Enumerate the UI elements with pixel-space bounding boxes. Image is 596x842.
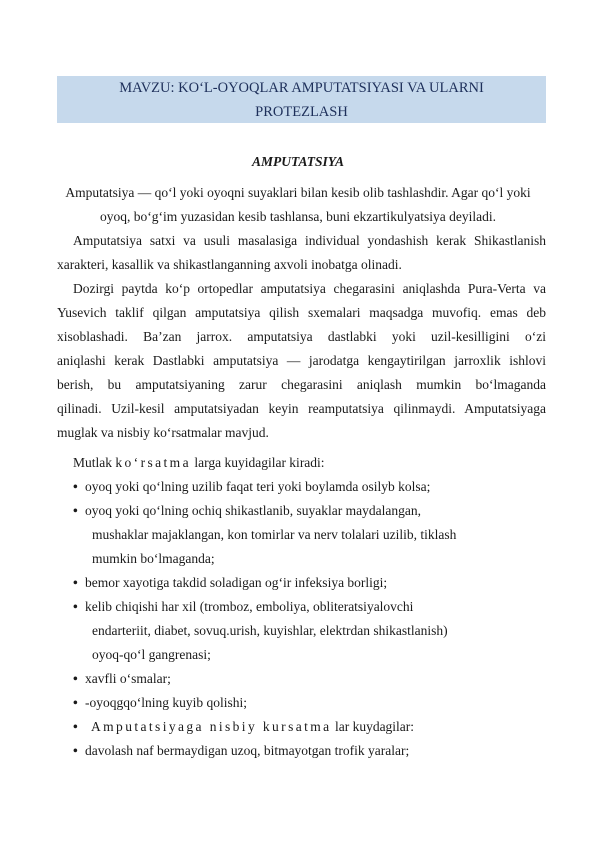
list-item (73, 691, 247, 715)
list-item-continuation: oyoq-qo‘l gangrenasi; (92, 647, 211, 662)
list-item-text: oyoq yoki qo‘lning uzilib faqat teri yoki boylamda osilyb kolsa; (85, 479, 431, 494)
topic-title-line-1: MAVZU: KO‘L-OYOQLAR AMPUTATSIYASI VA ULARNI (119, 80, 484, 96)
list-item (73, 571, 387, 595)
section-heading: AMPUTATSIYA (251, 154, 345, 169)
relative-suffix: lar kuydagilar: (331, 719, 415, 734)
relative-spaced-heading: Amputatsiyaga nisbiy kursatma (91, 719, 332, 734)
list-item (73, 499, 421, 523)
definition-line-2: oyoq, bo‘g‘im yuzasidan kesib tashlansa, buni ekzartikulyatsiya deyiladi. (100, 209, 496, 224)
absolute-suffix: larga kuyidagilar kiradi: (190, 455, 325, 470)
bullet-icon: • (73, 743, 78, 758)
paragraph-2-line-4: aniqlashi kerak Dastlabki amputatsiya — jarodatga kengaytirilgan jarroxlik ishlovi (57, 353, 546, 368)
paragraph-2-line-6: qilinadi. Uzil-kesil amputatsiyadan keyin reamputatsiya qilinmaydi. Amputatsiyaga (57, 401, 546, 416)
list-item-text: davolash naf bermaydigan uzoq, bitmayotgan trofik yaralar; (85, 743, 410, 758)
bullet-icon: • (73, 575, 78, 590)
bullet-icon: • (73, 695, 78, 710)
paragraph-2-line-1: Dozirgi paytda ko‘p ortopedlar amputatsiya chegarasini aniqlashda Pura-Verta va (73, 281, 546, 296)
list-item-text: bemor xayotiga takdid soladigan og‘ir infeksiya borligi; (85, 575, 388, 590)
topic-title-banner (57, 76, 546, 123)
list-item-text: -oyoqgqo‘lning kuyib qolishi; (85, 695, 247, 710)
bullet-icon: • (73, 599, 78, 614)
absolute-indications-intro (73, 451, 325, 475)
list-item-text: oyoq yoki qo‘lning ochiq shikastlanib, suyaklar maydalangan, (85, 503, 421, 518)
paragraph-1-line-2: xarakteri, kasallik va shikastlanganning axvoli inobatga olinadi. (57, 257, 402, 272)
list-item (73, 595, 413, 619)
paragraph-amputation-boundary (57, 277, 546, 445)
paragraph-2-line-2: Yusevich taklif qilgan amputatsiya qilish sxemalari maqsadga muvofiq. emas deb (57, 305, 546, 320)
bullet-icon: • (73, 671, 78, 686)
list-item-continuation: mumkin bo‘lmaganda; (92, 551, 215, 566)
absolute-prefix: Mutlak (73, 455, 116, 470)
list-item-relative-indications (73, 715, 414, 739)
bullet-icon: • (73, 503, 78, 518)
list-item (73, 739, 409, 763)
list-item-continuation: endarteriit, diabet, sovuq.urish, kuyishlar, elektrdan shikastlanish) (92, 623, 448, 638)
list-item (73, 667, 171, 691)
absolute-spaced-word: ko‘rsatma (115, 455, 191, 470)
paragraph-1-line-1: Amputatsiya satxi va usuli masalasiga individual yondashish kerak Shikastlanish (73, 233, 546, 248)
list-item (73, 475, 430, 499)
definition-line-1: Amputatsiya — qo‘l yoki oyoqni suyaklari bilan kesib olib tashlashdir. Agar qo‘l yoki (65, 185, 531, 200)
topic-title-line-2: PROTEZLASH (255, 104, 348, 120)
list-item-text: kelib chiqishi har xil (tromboz, emboliya, obliteratsiyalovchi (85, 599, 414, 614)
bullet-icon: • (73, 719, 78, 734)
list-item-continuation: mushaklar majaklangan, kon tomirlar va nerv tolalari uzilib, tiklash (92, 527, 457, 542)
paragraph-2-line-3: xisoblashadi. Ba’zan jarrox. amputatsiya dastlabki yoki uzil-kesilligini o‘zi (57, 329, 546, 344)
paragraph-2-line-5: berish, bu amputatsiyaning zarur chegarasini aniqlash mumkin bo‘lmaganda (57, 377, 546, 392)
paragraph-individual-approach (57, 229, 546, 277)
bullet-icon: • (73, 479, 78, 494)
list-item-text: xavfli o‘smalar; (85, 671, 171, 686)
paragraph-2-line-7: muglak va nisbiy ko‘rsatmalar mavjud. (57, 425, 269, 440)
